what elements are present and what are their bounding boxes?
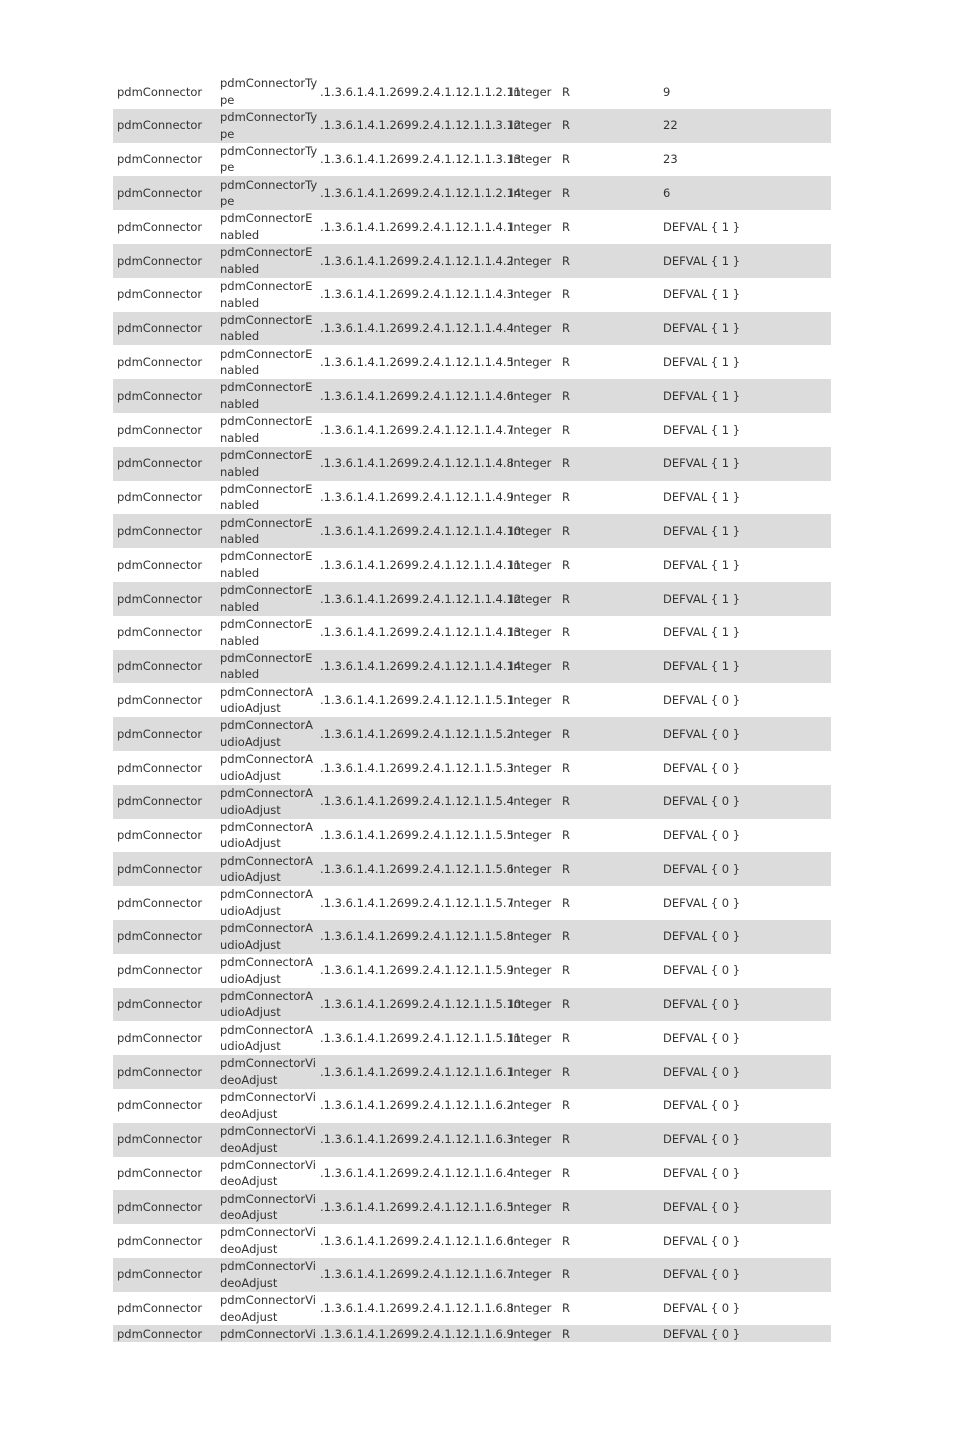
access-cell: R: [562, 794, 570, 809]
access-cell: R: [562, 1166, 570, 1181]
value-cell: DEFVAL { 0 }: [663, 1301, 741, 1316]
data-type-cell: Integer: [510, 1267, 552, 1282]
object-name-cell: pdmConnectorVideoAdjust: [220, 1123, 316, 1155]
object-name-cell: pdmConnectorAudioAdjust: [220, 988, 313, 1020]
data-type-cell: Integer: [510, 895, 552, 910]
oid-cell: .1.3.6.1.4.1.2699.2.4.1.12.1.1.6.1: [320, 1064, 514, 1079]
value-cell: DEFVAL { 0 }: [663, 1030, 741, 1045]
object-group-cell: pdmConnector: [117, 287, 203, 302]
object-name-cell: pdmConnectorEnabled: [220, 583, 313, 614]
table-row: [113, 650, 831, 684]
object-name-cell: pdmConnectorEnabled: [220, 616, 313, 648]
value-cell: DEFVAL { 0 }: [663, 895, 741, 910]
table-row: [113, 278, 831, 312]
table-row: [113, 109, 831, 143]
oid-cell: .1.3.6.1.4.1.2699.2.4.1.12.1.1.5.10: [320, 997, 522, 1012]
access-cell: R: [562, 1098, 570, 1113]
oid-cell: .1.3.6.1.4.1.2699.2.4.1.12.1.1.5.11: [320, 1030, 522, 1045]
value-cell: DEFVAL { 0 }: [663, 1166, 741, 1181]
access-cell: R: [562, 828, 570, 843]
oid-cell: .1.3.6.1.4.1.2699.2.4.1.12.1.1.4.12: [320, 591, 522, 606]
table-row: [113, 954, 831, 988]
object-name-cell: pdmConnectorEnabled: [220, 650, 313, 682]
oid-cell: .1.3.6.1.4.1.2699.2.4.1.12.1.1.5.4: [320, 794, 514, 809]
oid-cell: .1.3.6.1.4.1.2699.2.4.1.12.1.1.4.5: [320, 354, 514, 369]
data-type-cell: Integer: [510, 185, 552, 200]
value-cell: DEFVAL { 0 }: [663, 1233, 741, 1248]
data-type-cell: Integer: [510, 1301, 552, 1316]
table-row: [113, 514, 831, 548]
value-cell: DEFVAL { 1 }: [663, 287, 741, 302]
oid-cell: .1.3.6.1.4.1.2699.2.4.1.12.1.1.6.9: [320, 1326, 514, 1341]
table-row: [113, 920, 831, 954]
object-group-cell: pdmConnector: [117, 997, 203, 1012]
oid-cell: .1.3.6.1.4.1.2699.2.4.1.12.1.1.3.12: [320, 118, 522, 133]
object-name-cell: pdmConnectorAudioAdjust: [220, 718, 313, 750]
oid-cell: .1.3.6.1.4.1.2699.2.4.1.12.1.1.6.7: [320, 1267, 514, 1282]
oid-cell: .1.3.6.1.4.1.2699.2.4.1.12.1.1.5.3: [320, 760, 514, 775]
oid-cell: .1.3.6.1.4.1.2699.2.4.1.12.1.1.4.7: [320, 422, 514, 437]
data-type-cell: Integer: [510, 760, 552, 775]
object-group-cell: pdmConnector: [117, 1064, 203, 1079]
table-row: [113, 819, 831, 853]
oid-cell: .1.3.6.1.4.1.2699.2.4.1.12.1.1.6.3: [320, 1132, 514, 1147]
value-cell: DEFVAL { 1 }: [663, 388, 741, 403]
table-row: [113, 852, 831, 886]
object-group-cell: pdmConnector: [117, 1166, 203, 1181]
value-cell: DEFVAL { 0 }: [663, 760, 741, 775]
table-row: [113, 447, 831, 481]
oid-cell: .1.3.6.1.4.1.2699.2.4.1.12.1.1.6.5: [320, 1199, 514, 1214]
data-type-cell: Integer: [510, 118, 552, 133]
object-group-cell: pdmConnector: [117, 1030, 203, 1045]
value-cell: DEFVAL { 0 }: [663, 726, 741, 741]
table-row: [113, 785, 831, 819]
oid-cell: .1.3.6.1.4.1.2699.2.4.1.12.1.1.6.4: [320, 1166, 514, 1181]
value-cell: DEFVAL { 0 }: [663, 997, 741, 1012]
table-row: [113, 548, 831, 582]
value-cell: DEFVAL { 0 }: [663, 963, 741, 978]
access-cell: R: [562, 84, 570, 99]
table-row: [113, 1292, 831, 1326]
oid-cell: .1.3.6.1.4.1.2699.2.4.1.12.1.1.5.8: [320, 929, 514, 944]
value-cell: DEFVAL { 1 }: [663, 354, 741, 369]
object-name-cell: pdmConnectorEnabled: [220, 414, 313, 445]
data-type-cell: Integer: [510, 997, 552, 1012]
object-name-cell: pdmConnectorAudioAdjust: [220, 684, 313, 716]
data-type-cell: Integer: [510, 1326, 552, 1341]
access-cell: R: [562, 523, 570, 538]
data-type-cell: Integer: [510, 490, 552, 505]
value-cell: DEFVAL { 0 }: [663, 1132, 741, 1147]
object-name-cell: pdmConnectorVideoAdjust: [220, 1191, 316, 1223]
data-type-cell: Integer: [510, 321, 552, 336]
object-group-cell: pdmConnector: [117, 1301, 203, 1316]
object-group-cell: pdmConnector: [117, 321, 203, 336]
table-row: [113, 582, 831, 616]
object-name-cell: pdmConnectorAudioAdjust: [220, 1022, 313, 1054]
data-type-cell: Integer: [510, 1166, 552, 1181]
value-cell: DEFVAL { 0 }: [663, 1326, 741, 1341]
table-row: [113, 988, 831, 1022]
object-group-cell: pdmConnector: [117, 456, 203, 471]
table-row: [113, 312, 831, 346]
access-cell: R: [562, 118, 570, 133]
oid-cell: .1.3.6.1.4.1.2699.2.4.1.12.1.1.3.13: [320, 152, 522, 167]
table-row: [113, 1190, 831, 1224]
object-group-cell: pdmConnector: [117, 1267, 203, 1282]
access-cell: R: [562, 1132, 570, 1147]
oid-cell: .1.3.6.1.4.1.2699.2.4.1.12.1.1.4.8: [320, 456, 514, 471]
value-cell: DEFVAL { 0 }: [663, 692, 741, 707]
object-group-cell: pdmConnector: [117, 794, 203, 809]
value-cell: DEFVAL { 1 }: [663, 659, 741, 674]
object-group-cell: pdmConnector: [117, 591, 203, 606]
table-row: [113, 717, 831, 751]
object-group-cell: pdmConnector: [117, 490, 203, 505]
object-group-cell: pdmConnector: [117, 523, 203, 538]
access-cell: R: [562, 456, 570, 471]
oid-cell: .1.3.6.1.4.1.2699.2.4.1.12.1.1.4.9: [320, 490, 514, 505]
oid-cell: .1.3.6.1.4.1.2699.2.4.1.12.1.1.4.3: [320, 287, 514, 302]
object-group-cell: pdmConnector: [117, 828, 203, 843]
access-cell: R: [562, 422, 570, 437]
object-name-cell: pdmConnectorAudioAdjust: [220, 785, 313, 817]
oid-cell: .1.3.6.1.4.1.2699.2.4.1.12.1.1.6.2: [320, 1098, 514, 1113]
value-cell: DEFVAL { 0 }: [663, 828, 741, 843]
access-cell: R: [562, 219, 570, 234]
object-group-cell: pdmConnector: [117, 726, 203, 741]
value-cell: 9: [663, 84, 671, 99]
data-type-cell: Integer: [510, 1199, 552, 1214]
access-cell: R: [562, 659, 570, 674]
oid-cell: .1.3.6.1.4.1.2699.2.4.1.12.1.1.4.1: [320, 219, 514, 234]
object-name-cell: pdmConnectorVideoAdjust: [220, 1056, 316, 1087]
object-name-cell: pdmConnectorEnabled: [220, 245, 313, 276]
oid-cell: .1.3.6.1.4.1.2699.2.4.1.12.1.1.5.1: [320, 692, 514, 707]
data-type-cell: Integer: [510, 692, 552, 707]
object-name-cell: pdmConnectorEnabled: [220, 515, 313, 547]
object-group-cell: pdmConnector: [117, 253, 203, 268]
value-cell: 23: [663, 152, 678, 167]
object-name-cell: pdmConnectorEnabled: [220, 346, 313, 378]
data-type-cell: Integer: [510, 794, 552, 809]
value-cell: DEFVAL { 0 }: [663, 1064, 741, 1079]
table-row: [113, 244, 831, 278]
object-group-cell: pdmConnector: [117, 760, 203, 775]
value-cell: DEFVAL { 0 }: [663, 1199, 741, 1214]
value-cell: DEFVAL { 1 }: [663, 321, 741, 336]
value-cell: DEFVAL { 1 }: [663, 557, 741, 572]
data-type-cell: Integer: [510, 557, 552, 572]
data-type-cell: Integer: [510, 219, 552, 234]
data-type-cell: Integer: [510, 1098, 552, 1113]
object-name-cell: pdmConnectorVideoAdjust: [220, 1292, 316, 1324]
table-row: [113, 379, 831, 413]
access-cell: R: [562, 354, 570, 369]
access-cell: R: [562, 557, 570, 572]
object-name-cell: pdmConnectorVideoAdjust: [220, 1259, 316, 1290]
data-type-cell: Integer: [510, 625, 552, 640]
access-cell: R: [562, 1064, 570, 1079]
data-type-cell: Integer: [510, 456, 552, 471]
access-cell: R: [562, 692, 570, 707]
object-group-cell: pdmConnector: [117, 1132, 203, 1147]
value-cell: DEFVAL { 0 }: [663, 861, 741, 876]
object-group-cell: pdmConnector: [117, 185, 203, 200]
access-cell: R: [562, 929, 570, 944]
object-name-cell: pdmConnectorAudioAdjust: [220, 752, 313, 783]
table-row: [113, 751, 831, 785]
data-type-cell: Integer: [510, 963, 552, 978]
object-name-cell: pdmConnectorType: [220, 110, 318, 141]
access-cell: R: [562, 1199, 570, 1214]
object-group-cell: pdmConnector: [117, 557, 203, 572]
object-group-cell: pdmConnector: [117, 152, 203, 167]
access-cell: R: [562, 388, 570, 403]
value-cell: DEFVAL { 1 }: [663, 591, 741, 606]
access-cell: R: [562, 287, 570, 302]
table-row: [113, 1055, 831, 1089]
access-cell: R: [562, 895, 570, 910]
data-type-cell: Integer: [510, 84, 552, 99]
data-type-cell: Integer: [510, 287, 552, 302]
object-group-cell: pdmConnector: [117, 1326, 203, 1341]
table-row: [113, 413, 831, 447]
oid-cell: .1.3.6.1.4.1.2699.2.4.1.12.1.1.4.10: [320, 523, 522, 538]
access-cell: R: [562, 1301, 570, 1316]
data-type-cell: Integer: [510, 354, 552, 369]
data-type-cell: Integer: [510, 828, 552, 843]
data-type-cell: Integer: [510, 591, 552, 606]
object-name-cell: pdmConnectorAudioAdjust: [220, 954, 313, 986]
data-type-cell: Integer: [510, 523, 552, 538]
table-row: [113, 616, 831, 650]
data-type-cell: Integer: [510, 1132, 552, 1147]
object-group-cell: pdmConnector: [117, 1098, 203, 1113]
table-row: [113, 1157, 831, 1191]
table-row: [113, 176, 831, 210]
access-cell: R: [562, 963, 570, 978]
object-name-cell: pdmConnectorVideoAdjust: [220, 1157, 316, 1189]
object-name-cell: pdmConnectorEnabled: [220, 312, 313, 344]
oid-cell: .1.3.6.1.4.1.2699.2.4.1.12.1.1.5.6: [320, 861, 514, 876]
object-group-cell: pdmConnector: [117, 692, 203, 707]
oid-cell: .1.3.6.1.4.1.2699.2.4.1.12.1.1.4.11: [320, 557, 522, 572]
data-type-cell: Integer: [510, 861, 552, 876]
data-type-cell: Integer: [510, 388, 552, 403]
mib-object-table: [113, 75, 831, 1342]
object-group-cell: pdmConnector: [117, 422, 203, 437]
data-type-cell: Integer: [510, 726, 552, 741]
access-cell: R: [562, 861, 570, 876]
data-type-cell: Integer: [510, 152, 552, 167]
object-group-cell: pdmConnector: [117, 388, 203, 403]
object-group-cell: pdmConnector: [117, 963, 203, 978]
access-cell: R: [562, 625, 570, 640]
table-row: [113, 143, 831, 177]
oid-cell: .1.3.6.1.4.1.2699.2.4.1.12.1.1.4.2: [320, 253, 514, 268]
access-cell: R: [562, 152, 570, 167]
table-row: [113, 345, 831, 379]
object-group-cell: pdmConnector: [117, 219, 203, 234]
access-cell: R: [562, 997, 570, 1012]
access-cell: R: [562, 1030, 570, 1045]
access-cell: R: [562, 253, 570, 268]
access-cell: R: [562, 321, 570, 336]
oid-cell: .1.3.6.1.4.1.2699.2.4.1.12.1.1.4.6: [320, 388, 514, 403]
object-name-cell: pdmConnectorType: [220, 76, 318, 107]
access-cell: R: [562, 726, 570, 741]
data-type-cell: Integer: [510, 1030, 552, 1045]
object-name-cell: pdmConnectorAudioAdjust: [220, 921, 313, 952]
oid-cell: .1.3.6.1.4.1.2699.2.4.1.12.1.1.5.2: [320, 726, 514, 741]
object-group-cell: pdmConnector: [117, 1233, 203, 1248]
value-cell: DEFVAL { 0 }: [663, 929, 741, 944]
access-cell: R: [562, 185, 570, 200]
value-cell: DEFVAL { 0 }: [663, 1267, 741, 1282]
object-name-cell: pdmConnectorAudioAdjust: [220, 887, 313, 919]
data-type-cell: Integer: [510, 1064, 552, 1079]
value-cell: DEFVAL { 1 }: [663, 422, 741, 437]
oid-cell: .1.3.6.1.4.1.2699.2.4.1.12.1.1.5.5: [320, 828, 514, 843]
value-cell: DEFVAL { 1 }: [663, 219, 741, 234]
data-type-cell: Integer: [510, 422, 552, 437]
object-name-cell: pdmConnectorType: [220, 143, 318, 175]
object-name-cell: pdmConnectorAudioAdjust: [220, 819, 313, 851]
value-cell: 6: [663, 185, 671, 200]
table-row: [113, 1258, 831, 1292]
object-group-cell: pdmConnector: [117, 354, 203, 369]
object-name-cell: pdmConnectorVideoAdjust: [220, 1090, 316, 1121]
value-cell: DEFVAL { 1 }: [663, 456, 741, 471]
oid-cell: .1.3.6.1.4.1.2699.2.4.1.12.1.1.4.14: [320, 659, 522, 674]
oid-cell: .1.3.6.1.4.1.2699.2.4.1.12.1.1.2.14: [320, 185, 522, 200]
table-row: [113, 210, 831, 244]
object-name-cell: pdmConnectorEnabled: [220, 279, 313, 310]
table-row: [113, 683, 831, 717]
access-cell: R: [562, 591, 570, 606]
object-group-cell: pdmConnector: [117, 1199, 203, 1214]
object-group-cell: pdmConnector: [117, 118, 203, 133]
object-name-cell: pdmConnectorType: [220, 177, 318, 209]
oid-cell: .1.3.6.1.4.1.2699.2.4.1.12.1.1.4.13: [320, 625, 522, 640]
object-name-cell: pdmConnectorEnabled: [220, 549, 313, 581]
data-type-cell: Integer: [510, 1233, 552, 1248]
access-cell: R: [562, 490, 570, 505]
access-cell: R: [562, 1233, 570, 1248]
data-type-cell: Integer: [510, 253, 552, 268]
object-name-cell: pdmConnectorAudioAdjust: [220, 853, 313, 885]
oid-cell: .1.3.6.1.4.1.2699.2.4.1.12.1.1.4.4: [320, 321, 514, 336]
object-name-cell: pdmConnectorVideoAdjust: [220, 1225, 316, 1256]
oid-cell: .1.3.6.1.4.1.2699.2.4.1.12.1.1.6.8: [320, 1301, 514, 1316]
value-cell: DEFVAL { 1 }: [663, 253, 741, 268]
oid-cell: .1.3.6.1.4.1.2699.2.4.1.12.1.1.5.7: [320, 895, 514, 910]
table-row: [113, 1021, 831, 1055]
oid-cell: .1.3.6.1.4.1.2699.2.4.1.12.1.1.6.6: [320, 1233, 514, 1248]
table-row: [113, 1123, 831, 1157]
object-name-cell: pdmConnectorVi: [220, 1326, 316, 1341]
object-group-cell: pdmConnector: [117, 861, 203, 876]
value-cell: DEFVAL { 1 }: [663, 523, 741, 538]
access-cell: R: [562, 760, 570, 775]
data-type-cell: Integer: [510, 659, 552, 674]
object-name-cell: pdmConnectorEnabled: [220, 481, 313, 513]
access-cell: R: [562, 1326, 570, 1341]
data-type-cell: Integer: [510, 929, 552, 944]
object-name-cell: pdmConnectorEnabled: [220, 447, 313, 479]
value-cell: DEFVAL { 1 }: [663, 625, 741, 640]
table-row: [113, 1325, 831, 1342]
object-group-cell: pdmConnector: [117, 84, 203, 99]
object-name-cell: pdmConnectorEnabled: [220, 211, 313, 243]
access-cell: R: [562, 1267, 570, 1282]
oid-cell: .1.3.6.1.4.1.2699.2.4.1.12.1.1.2.11: [320, 84, 522, 99]
object-group-cell: pdmConnector: [117, 895, 203, 910]
value-cell: 22: [663, 118, 678, 133]
table-row: [113, 886, 831, 920]
table-row: [113, 1089, 831, 1123]
table-row: [113, 1224, 831, 1258]
object-group-cell: pdmConnector: [117, 929, 203, 944]
oid-cell: .1.3.6.1.4.1.2699.2.4.1.12.1.1.5.9: [320, 963, 514, 978]
object-group-cell: pdmConnector: [117, 625, 203, 640]
value-cell: DEFVAL { 0 }: [663, 794, 741, 809]
value-cell: DEFVAL { 1 }: [663, 490, 741, 505]
table-row: [113, 75, 831, 109]
object-name-cell: pdmConnectorEnabled: [220, 380, 313, 412]
value-cell: DEFVAL { 0 }: [663, 1098, 741, 1113]
table-row: [113, 481, 831, 515]
object-group-cell: pdmConnector: [117, 659, 203, 674]
